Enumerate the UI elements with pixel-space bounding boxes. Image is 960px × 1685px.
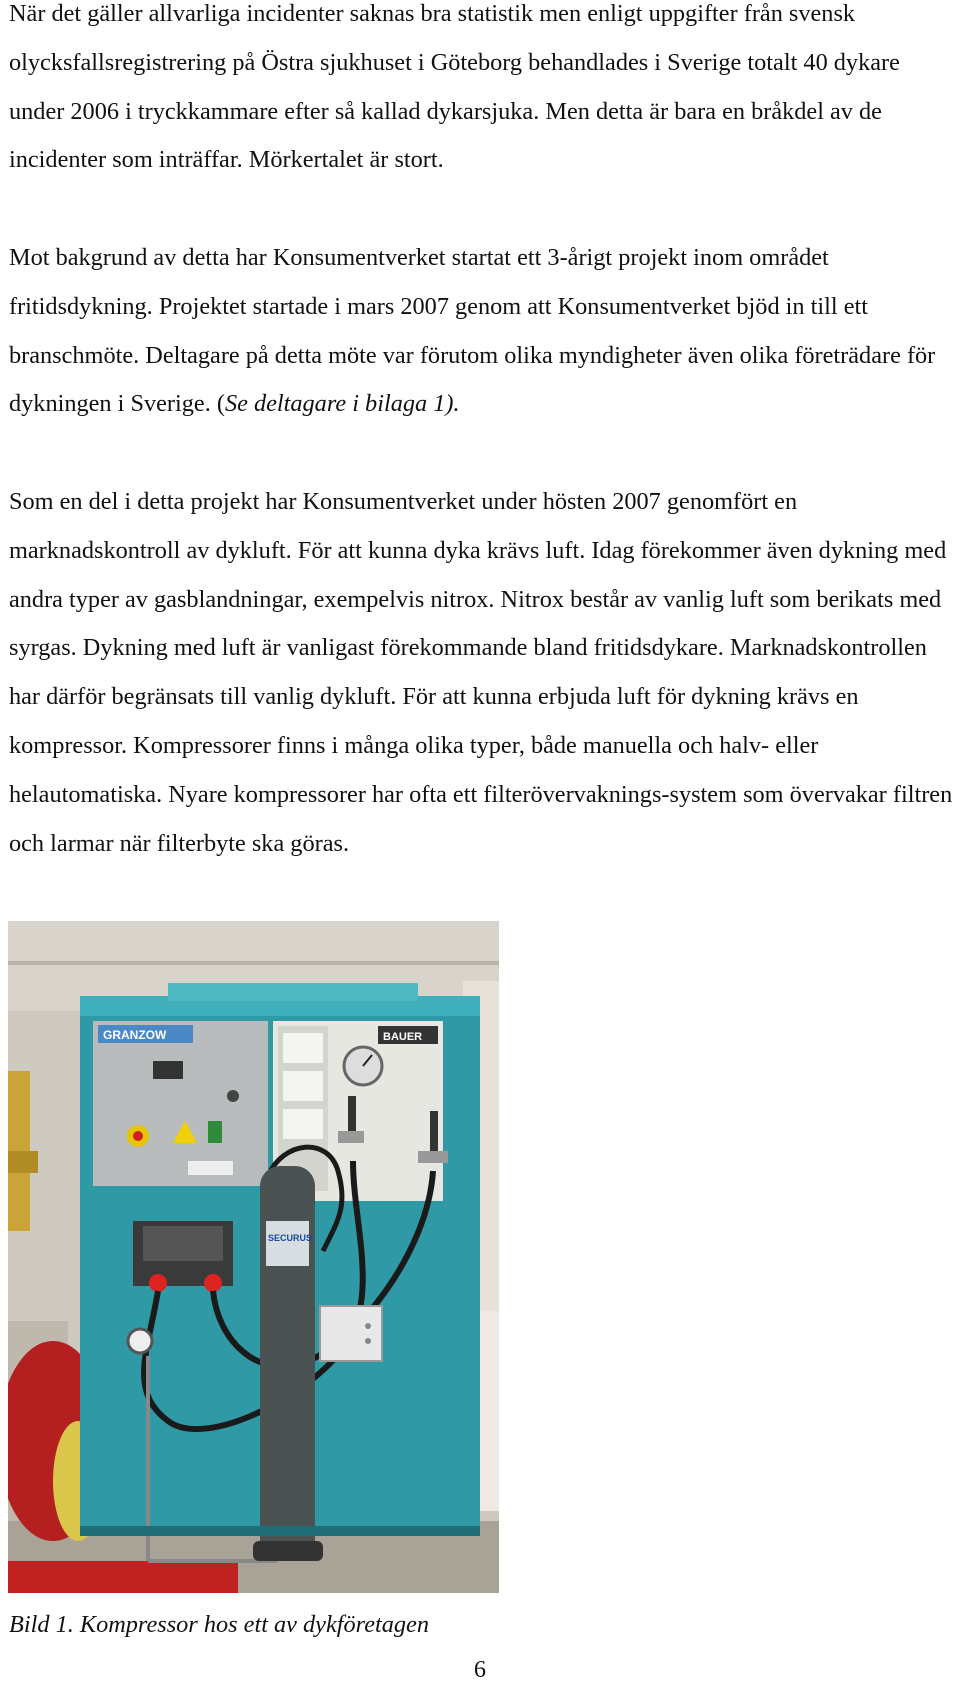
- paragraph-statistics: När det gäller allvarliga incidenter saknas bra statistik men enligt uppgifter från svensk olycksfallsregistrering på Östra sjukhuset i Göteborg behandlades i Sverige totalt 40 dykare under 2006 i tryckkammare efter så kallad dykarsjuka. Men detta är bara en bråkdel av de incidenter som inträffar. Mörkertalet är stort.: [9, 0, 900, 174]
- paragraph-market-control: Som en del i detta projekt har Konsumentverket under hösten 2007 genomfört en marknadskontroll av dykluft. För att kunna dyka krävs luft. Idag förekommer även dykning med andra typer av gasblandningar, exempelvis nitrox. Nitrox består av vanlig luft som berikats med syrgas. Dykning med luft är vanligast förekommande bland fritidsdykare. Marknadskontrollen har därför begränsats till vanlig dykluft. För att kunna erbjuda luft för dykning krävs en kompressor. Kompressorer finns i många olika typer, både manuella och halv- eller helautomatiska. Nyare kompressorer har ofta ett filterövervaknings-system som övervakar filtren och larmar när filterbyte ska göras.: [9, 488, 953, 857]
- figure-caption: Bild 1. Kompressor hos ett av dykföretagen: [9, 1611, 429, 1638]
- compressor-photo: [8, 921, 499, 1593]
- brand-logo-right: BAUER: [383, 1031, 423, 1043]
- filter-cartridge-label: SECURUS: [268, 1233, 313, 1243]
- paragraph-project: [9, 234, 954, 429]
- appendix-reference: Se deltagare i bilaga 1).: [224, 390, 460, 418]
- page-number: 6: [473, 1656, 487, 1683]
- paragraph-project-text: Mot bakgrund av detta har Konsumentverket startat ett 3-årigt projekt inom området fritidsdykning. Projektet startade i mars 2007 genom att Konsumentverket bjöd in till ett branschmöte. Deltagare på detta möte var förutom olika myndigheter även olika företrädare för dykningen i Sverige. (: [9, 244, 936, 418]
- brand-logo-left: GRANZOW: [103, 1028, 167, 1042]
- compressor-illustration: [8, 921, 499, 1593]
